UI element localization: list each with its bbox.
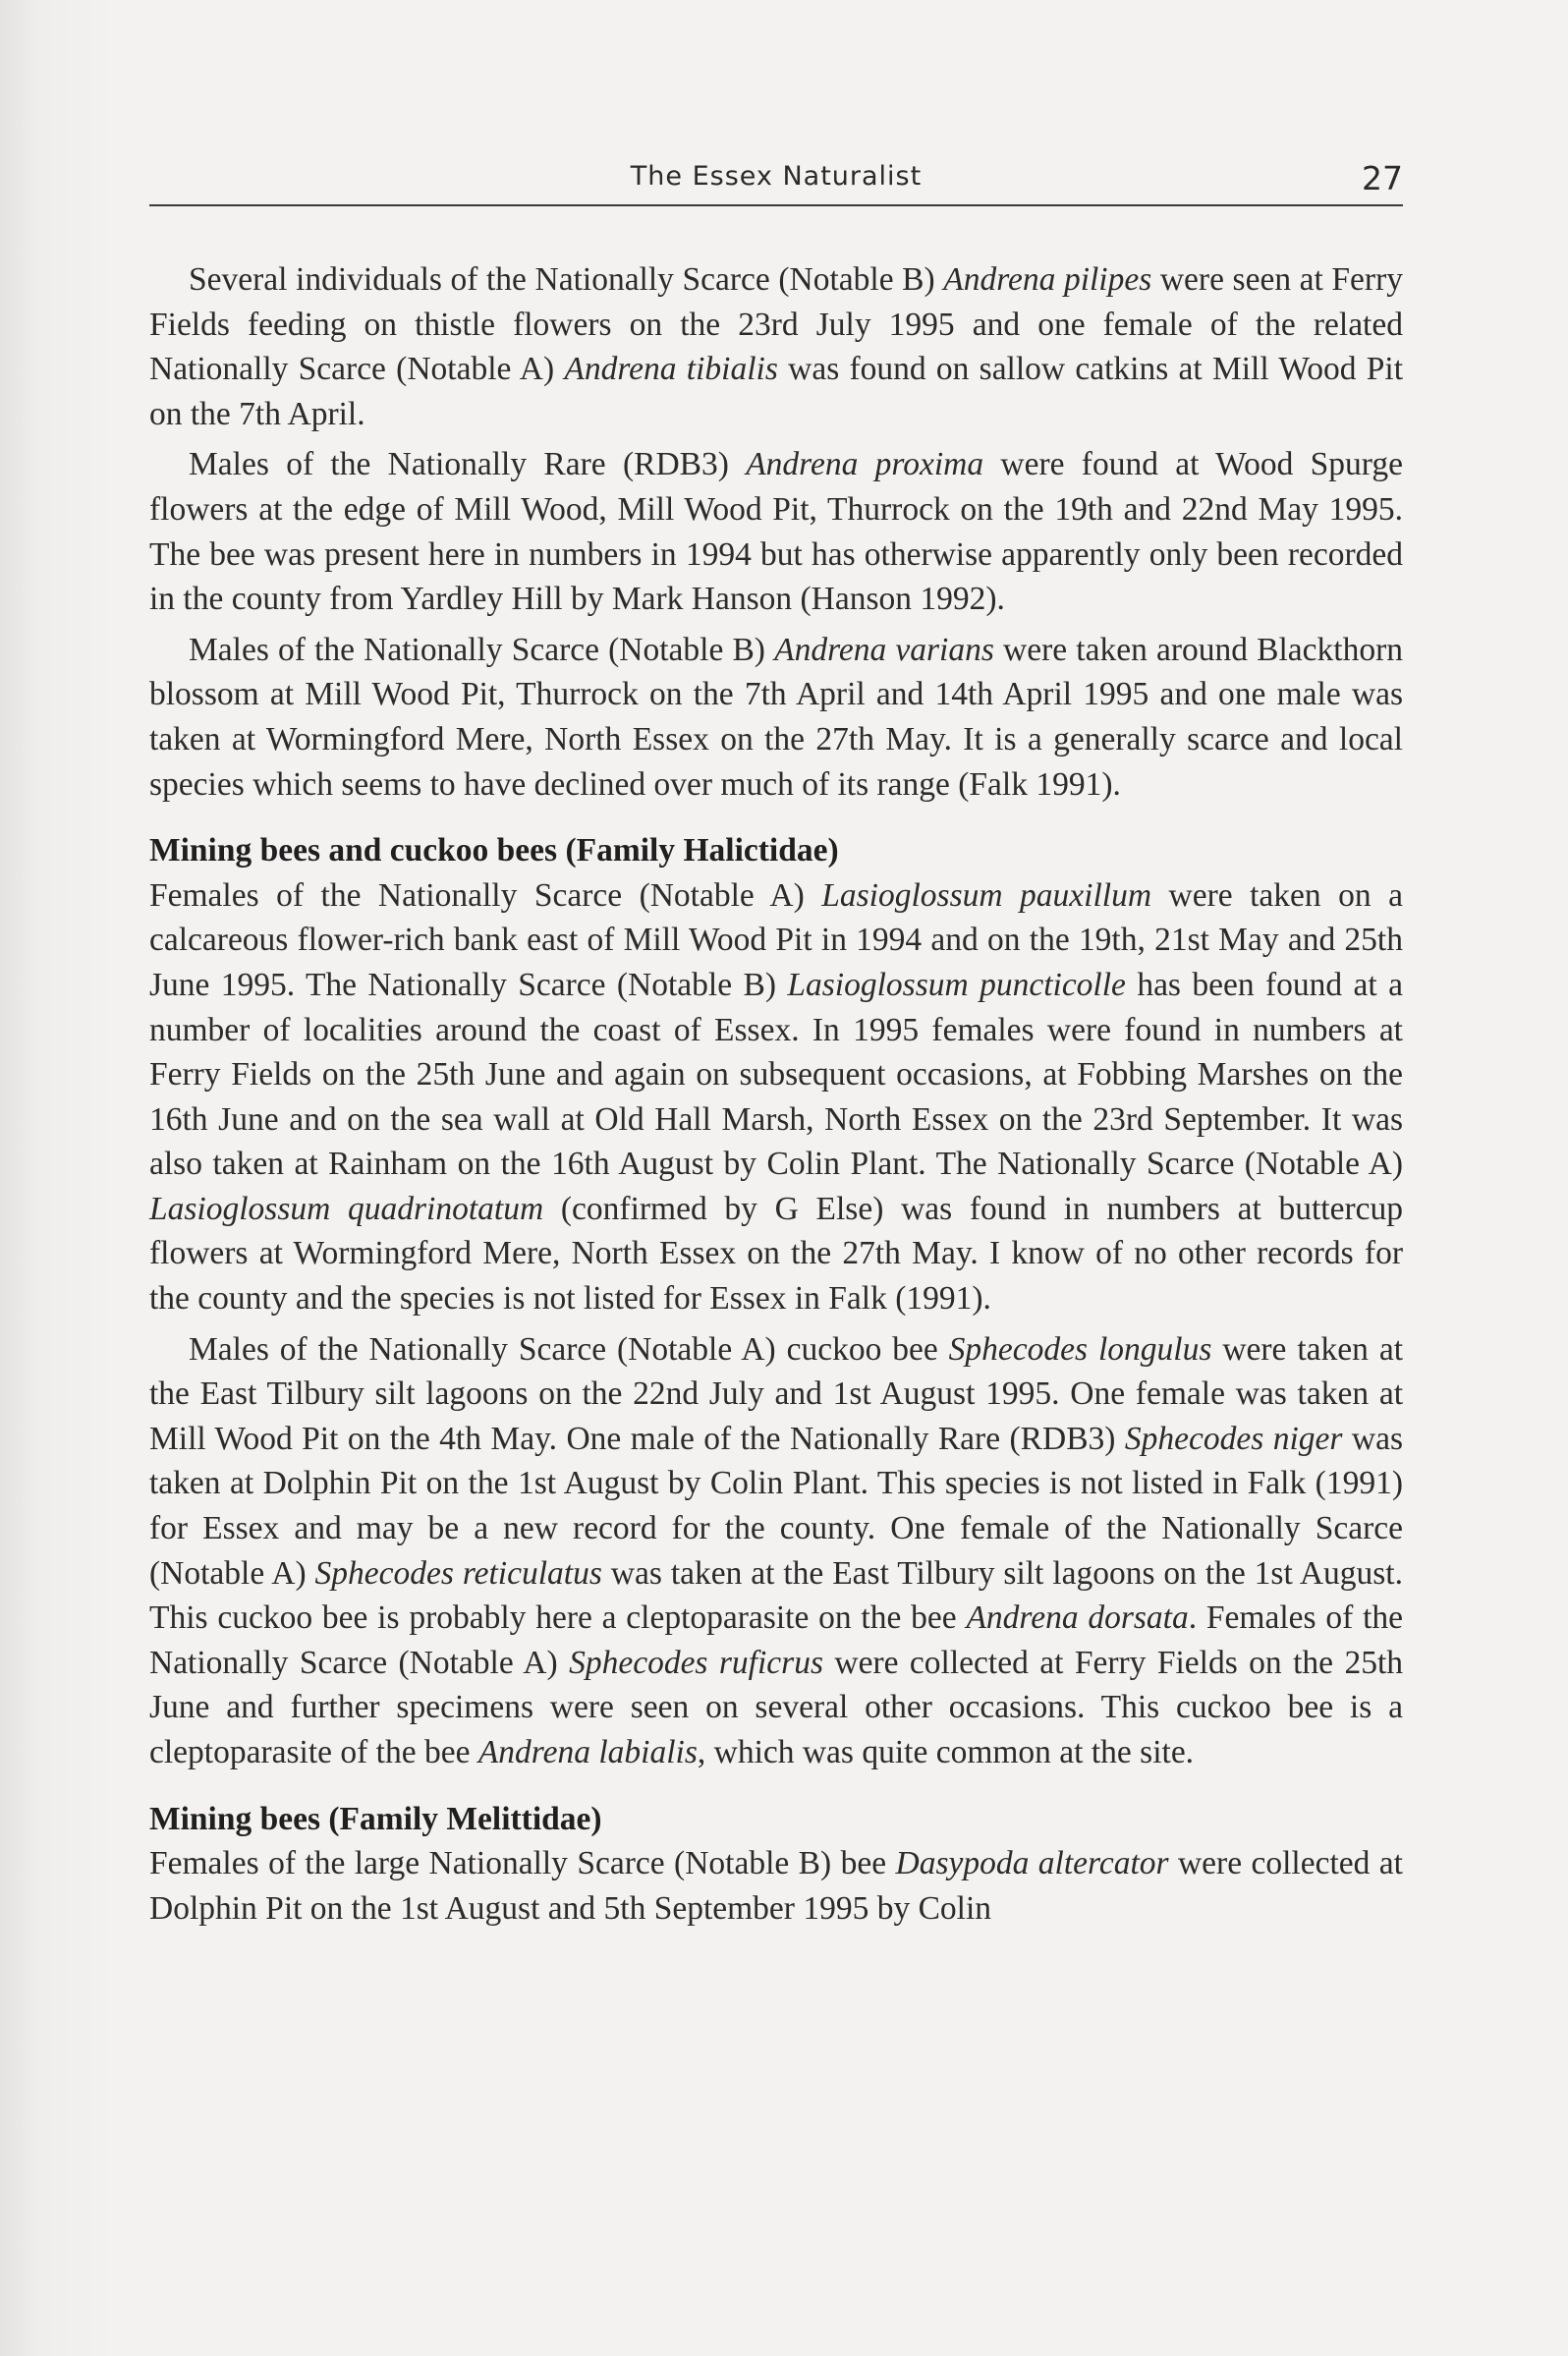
text-run: was taken at the East Tilbury silt lagoons on the 1st August. This cuckoo bee is probably here a cleptoparasite on the bee [149, 1554, 1403, 1637]
paragraph-andrena-varians [149, 628, 1403, 807]
text-run: has been found at a number of localities around the coast of Essex. In 1995 females were found in numbers at Ferry Fields on the 25th June and again on subsequent occasions, at Fobbing Marshes on the 16th June and on the sea wall at Old Hall Marsh, North Essex on the 23rd September. It was also taken at Rainham on the 16th August by Colin Plant. The Nationally Scarce (Notable A) [149, 966, 1403, 1183]
species-name: Lasioglossum quadrinotatum [149, 1190, 544, 1227]
text-run: were taken at the East Tilbury silt lagoons on the 22nd July and 1st August 1995. One female was taken at Mill Wood Pit on the 4th May. One male of the Nationally Rare (RDB3) [149, 1330, 1404, 1457]
text-run: was taken at Dolphin Pit on the 1st August by Colin Plant. This species is not listed in Falk (1991) for Essex and may be a new record for the county. One female of the Nationally Scarce (Notable A) [149, 1420, 1404, 1592]
text-run: Males of the Nationally Scarce (Notable B) [189, 631, 775, 668]
paragraph-sphecodes [149, 1327, 1403, 1775]
text-run: Several individuals of the Nationally Scarce (Notable B) [189, 261, 944, 298]
text-run: Females of the large Nationally Scarce (Notable B) bee [149, 1845, 896, 1882]
paragraph-andrena-proxima [149, 442, 1403, 621]
species-name: Andrena tibialis [564, 351, 778, 388]
text-run: were taken on a calcareous flower-rich bank east of Mill Wood Pit in 1994 and on the 19th, 21st May and 25th June 1995. The Nationally Scarce (Notable B) [149, 876, 1403, 1003]
text-run: Males of the Nationally Scarce (Notable A) cuckoo bee [189, 1330, 949, 1368]
running-title: The Essex Naturalist [630, 161, 923, 192]
species-name: Andrena labialis [477, 1734, 698, 1770]
text-run: was found on sallow catkins at Mill Wood Pit on the 7th April. [149, 351, 1404, 432]
species-name: Lasioglossum puncticolle [787, 966, 1126, 1003]
text-run: Females of the Nationally Scarce (Notable A) [149, 876, 822, 914]
text-run: were collected at Dolphin Pit on the 1st August and 5th September 1995 by Colin [149, 1845, 1403, 1927]
section-heading-melittidae: Mining bees (Family Melittidae) [149, 1800, 602, 1837]
text-run: were taken around Blackthorn blossom at Mill Wood Pit, Thurrock on the 7th April and 14th April 1995 and one male was taken at Wormingford Mere, North Essex on the 27th May. It is a generally scarce and local species which seems to have declined over much of its range (Falk 1991). [149, 631, 1403, 803]
running-head [149, 155, 1403, 206]
text-run: were seen at Ferry Fields feeding on thistle flowers on the 23rd July 1995 and one female of the related Nationally Scarce (Notable A) [149, 261, 1403, 388]
paragraph-dasypoda [149, 1841, 1403, 1931]
section-heading-halictidae: Mining bees and cuckoo bees (Family Halictidae) [149, 832, 839, 869]
text-run: Males of the Nationally Rare (RDB3) [189, 446, 747, 483]
species-name: Sphecodes ruficrus [569, 1644, 823, 1681]
text-run: (confirmed by G Else) was found in numbers at buttercup flowers at Wormingford Mere, North Essex on the 27th May. I know of no other records for the county and the species is not listed for Essex in Falk (1991). [149, 1190, 1403, 1318]
text-run: were found at Wood Spurge flowers at the edge of Mill Wood, Mill Wood Pit, Thurrock on the 19th and 22nd May 1995. The bee was present here in numbers in 1994 but has otherwise apparently only been recorded in the county from Yardley Hill by Mark Hanson (Hanson 1992). [149, 446, 1403, 618]
species-name: Lasioglossum pauxillum [821, 876, 1152, 914]
species-name: Andrena varians [774, 631, 994, 668]
species-name: Sphecodes longulus [948, 1330, 1212, 1368]
species-name: Andrena pilipes [943, 261, 1152, 298]
paragraph-andrena-pilipes [149, 257, 1403, 436]
species-name: Dasypoda altercator [895, 1845, 1169, 1882]
page-number: 27 [1362, 159, 1403, 197]
paragraph-lasioglossum [149, 873, 1403, 1321]
text-run: , which was quite common at the site. [697, 1734, 1195, 1770]
species-name: Andrena proxima [746, 446, 984, 483]
text-run: . Females of the Nationally Scarce (Notable A) [149, 1599, 1403, 1681]
text-run: were collected at Ferry Fields on the 25th June and further specimens were seen on several other occasions. This cuckoo bee is a cleptoparasite of the bee [149, 1644, 1404, 1770]
species-name: Sphecodes reticulatus [314, 1554, 602, 1592]
species-name: Sphecodes niger [1124, 1420, 1343, 1457]
species-name: Andrena dorsata [966, 1599, 1189, 1637]
article-body [149, 257, 1403, 1936]
